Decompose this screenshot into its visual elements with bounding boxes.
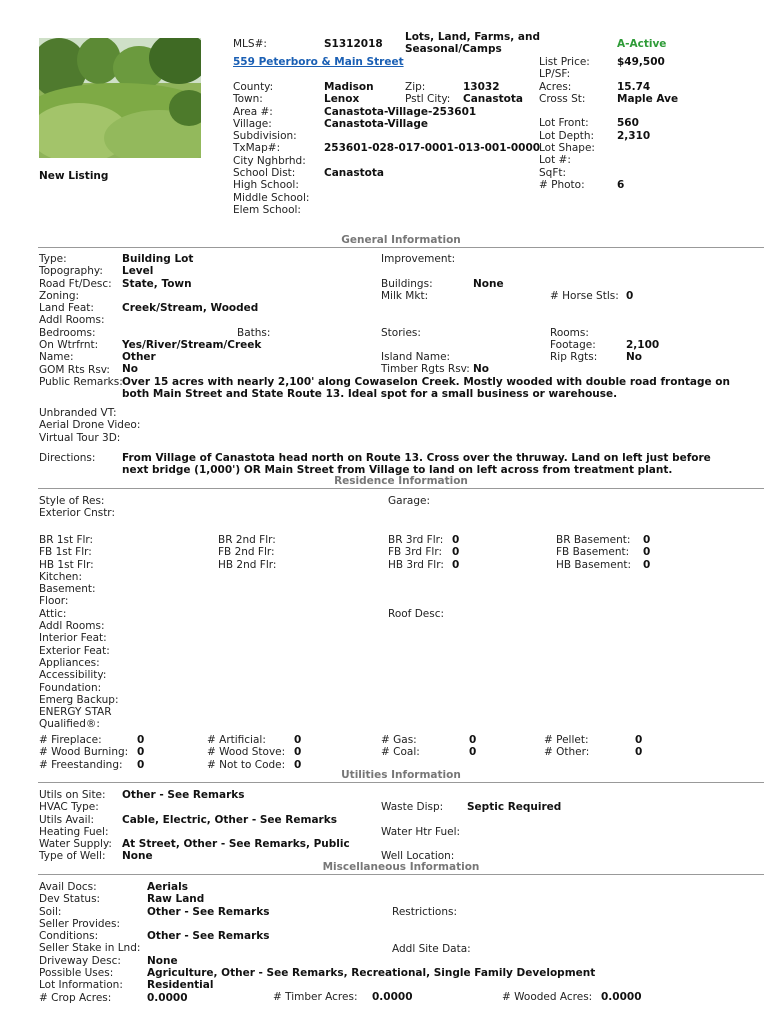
buildings-label: Buildings: bbox=[381, 278, 433, 290]
possible-uses-value: Agriculture, Other - See Remarks, Recreational, Single Family Development bbox=[147, 967, 596, 980]
school-dist-value: Canastota bbox=[324, 167, 384, 180]
pellet-labels: # Pellet: # Other: bbox=[544, 734, 590, 759]
footage-value: 2,100 bbox=[626, 339, 660, 351]
status-badge: A-Active bbox=[617, 38, 667, 50]
property-field-labels: County: Town: Area #: Village: Subdivision: TxMap#: City Nghbrhd: School Dist: High School: Middle School: Elem School: bbox=[233, 81, 310, 216]
basement-labels: BR Basement: FB Basement: HB Basement: bbox=[556, 534, 632, 571]
baths-label: Baths: bbox=[237, 327, 271, 339]
dev-status-value: Raw Land bbox=[147, 893, 205, 906]
photo-count-value: 6 bbox=[617, 178, 625, 191]
restrictions-label: Restrictions: bbox=[392, 906, 457, 918]
artificial-labels: # Artificial: # Wood Stove: # Not to Code: bbox=[207, 734, 286, 771]
address-link[interactable]: 559 Peterboro & Main Street bbox=[233, 56, 404, 68]
price-field-labels: List Price: LP/SF: Acres: Cross St: Lot Front: Lot Depth: Lot Shape: Lot #: SqFt: # Photo: bbox=[539, 56, 595, 191]
rip-rgts-value: No bbox=[626, 351, 643, 363]
water-htr-fuel-label: Water Htr Fuel: bbox=[381, 826, 461, 838]
soil-value: Other - See Remarks bbox=[147, 905, 270, 918]
property-photo[interactable] bbox=[39, 38, 201, 158]
avail-docs-value: Aerials bbox=[147, 881, 188, 893]
price-field-values bbox=[617, 56, 678, 191]
residence-info-header: Residence Information bbox=[38, 475, 764, 489]
listing-category: Lots, Land, Farms, and Seasonal/Camps bbox=[405, 31, 540, 56]
waterfront-value: Yes/River/Stream/Creek bbox=[122, 339, 262, 352]
driveway-value: None bbox=[147, 954, 178, 967]
basement-values: 0 0 0 bbox=[643, 534, 651, 571]
mls-number: S1312018 bbox=[324, 38, 383, 50]
fireplace-values: 0 0 0 bbox=[137, 734, 145, 771]
misc-info-header: Miscellaneous Information bbox=[38, 861, 764, 875]
stories-label: Stories: bbox=[381, 327, 421, 339]
gom-value: No bbox=[122, 363, 139, 375]
public-remarks-value: Over 15 acres with nearly 2,100' along Cowaselon Creek. Mostly wooded with double road frontage on both Main Street and State Route 13. Ideal spot for a small business or warehouse. bbox=[122, 376, 731, 401]
utils-on-site-value: Other - See Remarks bbox=[122, 789, 245, 801]
well-location-label: Well Location: bbox=[381, 850, 455, 862]
residence-room-labels: BR 1st Flr: FB 1st Flr: HB 1st Flr: Kitchen: Basement: Floor: Attic: Addl Rooms: Interior Feat: Exterior Feat: Appliances: Accessibility: Foundation: Emerg Backup: ENERGY STAR Qualified®: bbox=[39, 534, 119, 731]
general-labels: Type: Topography: Road Ft/Desc: Zoning: Land Feat: Addl Rooms: Bedrooms: On Wtrfrnt: Name: GOM Rts Rsv: bbox=[39, 253, 112, 376]
area-value: Canastota-Village-253601 bbox=[324, 105, 477, 118]
topography-value: Level bbox=[122, 265, 154, 278]
rip-rgts-label: Rip Rgts: bbox=[550, 351, 598, 363]
virtual-tour-labels bbox=[39, 407, 140, 444]
misc-values bbox=[147, 881, 595, 1004]
type-of-well-value: None bbox=[122, 850, 153, 863]
timber-acres-value: 0.0000 bbox=[372, 991, 413, 1003]
pellet-values: 0 0 bbox=[635, 734, 643, 759]
waste-disp-value: Septic Required bbox=[467, 801, 562, 813]
exterior-cnstr-label: Exterior Cnstr: bbox=[39, 507, 115, 519]
rooms-label: Rooms: bbox=[550, 327, 589, 339]
village-value: Canastota-Village bbox=[324, 117, 428, 130]
zip-value: 13032 bbox=[463, 81, 500, 93]
public-remarks-label: Public Remarks: bbox=[39, 376, 123, 388]
directions-label: Directions: bbox=[39, 452, 96, 464]
mls-label: MLS#: bbox=[233, 38, 267, 50]
horse-stls-value: 0 bbox=[626, 290, 634, 302]
road-value: State, Town bbox=[122, 277, 192, 290]
new-listing-label: New Listing bbox=[39, 170, 109, 182]
lot-front-value: 560 bbox=[617, 117, 639, 130]
roof-desc-label: Roof Desc: bbox=[388, 608, 445, 620]
artificial-values: 0 0 0 bbox=[294, 734, 302, 771]
cross-st-value: Maple Ave bbox=[617, 92, 679, 105]
fireplace-labels: # Fireplace: # Wood Burning: # Freestanding: bbox=[39, 734, 129, 771]
pstl-city-value: Canastota bbox=[463, 93, 523, 105]
general-info-header: General Information bbox=[38, 234, 764, 248]
addl-site-data-label: Addl Site Data: bbox=[392, 943, 471, 955]
acres-value: 15.74 bbox=[617, 80, 651, 93]
utils-avail-value: Cable, Electric, Other - See Remarks bbox=[122, 813, 337, 826]
directions-value: From Village of Canastota head north on Route 13. Cross over the thruway. Land on left just before next bridge (1,000') OR Main Street from Village to land on left across from treatment plant. bbox=[122, 452, 711, 477]
garage-label: Garage: bbox=[388, 495, 430, 507]
list-price-value: $49,500 bbox=[617, 56, 665, 68]
txmap-value: 253601-028-017-0001-013-001-0000 bbox=[324, 142, 541, 155]
drone-video-label: Aerial Drone Video: bbox=[39, 419, 141, 432]
gas-labels: # Gas: # Coal: bbox=[381, 734, 420, 759]
buildings-value: None bbox=[473, 278, 504, 290]
horse-stls-label: # Horse Stls: bbox=[550, 290, 619, 302]
unbranded-vt-label: Unbranded VT: bbox=[39, 407, 117, 419]
waste-disp-label: Waste Disp: bbox=[381, 801, 444, 813]
third-floor-values: 0 0 0 bbox=[452, 534, 460, 571]
timber-rgts-value: No bbox=[473, 363, 490, 375]
third-floor-labels: BR 3rd Flr: FB 3rd Flr: HB 3rd Flr: bbox=[388, 534, 444, 571]
county-value: Madison bbox=[324, 81, 374, 93]
timber-acres-label: # Timber Acres: bbox=[273, 991, 358, 1003]
crop-acres-value: 0.0000 bbox=[147, 991, 188, 1004]
wooded-acres-value: 0.0000 bbox=[601, 991, 642, 1003]
zip-label: Zip: bbox=[405, 81, 426, 93]
water-supply-value: At Street, Other - See Remarks, Public bbox=[122, 838, 350, 851]
lot-info-value: Residential bbox=[147, 979, 214, 992]
land-feat-value: Creek/Stream, Wooded bbox=[122, 302, 259, 315]
utilities-labels: Utils on Site: HVAC Type: Utils Avail: Heating Fuel: Water Supply: Type of Well: bbox=[39, 789, 112, 863]
pstl-city-label: Pstl City: bbox=[405, 93, 451, 105]
island-name-label: Island Name: bbox=[381, 351, 451, 363]
style-of-res-label: Style of Res: bbox=[39, 495, 105, 507]
wooded-acres-label: # Wooded Acres: bbox=[502, 991, 593, 1003]
conditions-value: Other - See Remarks bbox=[147, 930, 270, 943]
utilities-info-header: Utilities Information bbox=[38, 769, 764, 783]
footage-label: Footage: bbox=[550, 339, 596, 351]
second-floor-labels: BR 2nd Flr: FB 2nd Flr: HB 2nd Flr: bbox=[218, 534, 277, 571]
milk-mkt-label: Milk Mkt: bbox=[381, 290, 429, 302]
gas-values: 0 0 bbox=[469, 734, 477, 759]
general-values bbox=[122, 253, 261, 364]
misc-labels: Avail Docs: Dev Status: Soil: Seller Provides: Conditions: Seller Stake in Lnd: Driveway Desc: Possible Uses: Lot Information: # Crop Acres: bbox=[39, 881, 141, 1004]
lot-depth-value: 2,310 bbox=[617, 129, 651, 142]
property-photo-image bbox=[39, 38, 201, 158]
utilities-values bbox=[122, 789, 350, 863]
name-value: Other bbox=[122, 351, 156, 364]
town-value: Lenox bbox=[324, 93, 360, 106]
timber-rgts-label: Timber Rgts Rsv: bbox=[381, 363, 470, 375]
improvement-label: Improvement: bbox=[381, 253, 456, 265]
type-value: Building Lot bbox=[122, 253, 194, 265]
vt-3d-label: Virtual Tour 3D: bbox=[39, 431, 121, 444]
